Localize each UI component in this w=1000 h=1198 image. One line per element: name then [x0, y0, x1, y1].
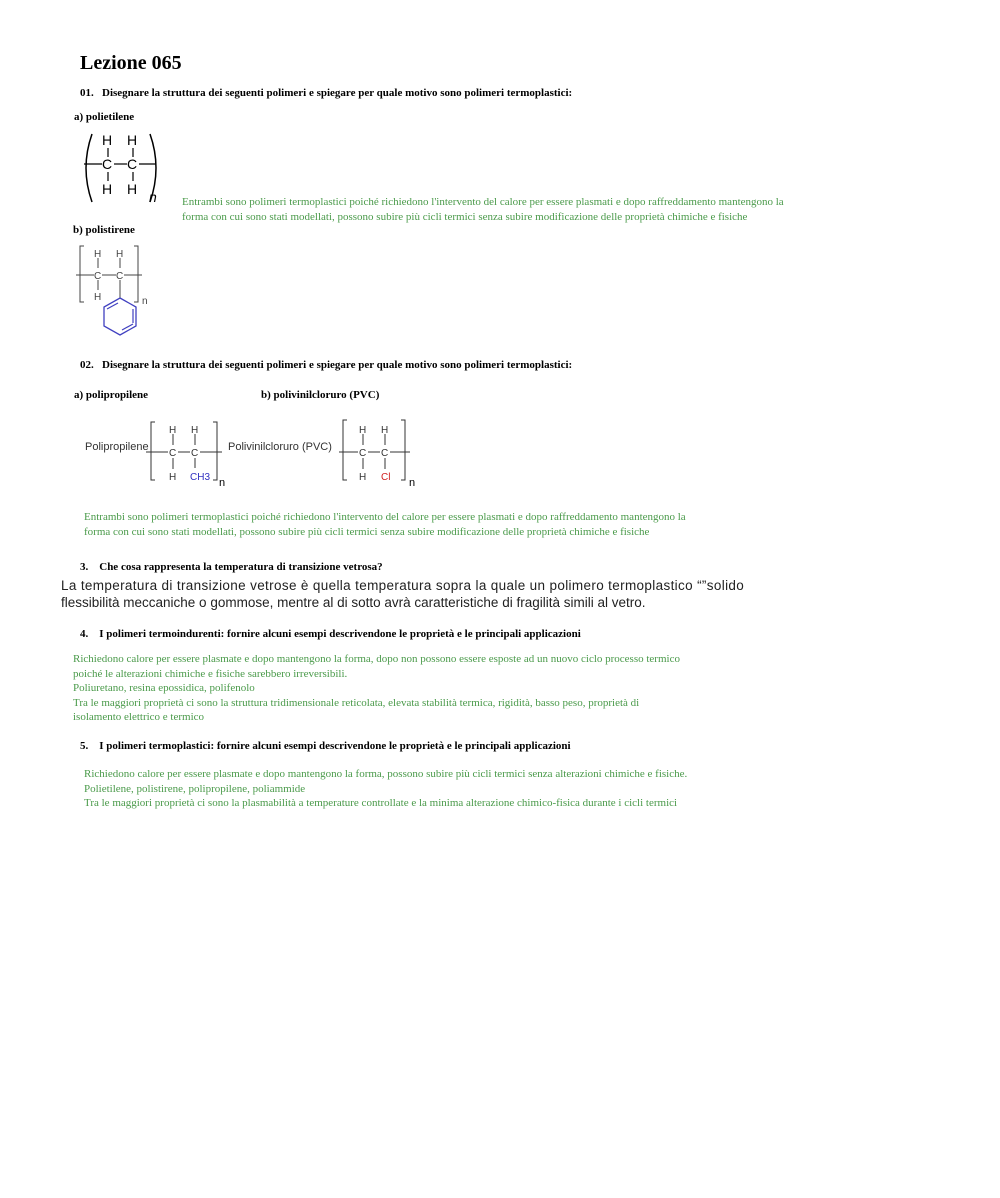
repeat-index: n: [219, 477, 226, 489]
question-text: Disegnare la struttura dei seguenti polimeri e spiegare per quale motivo sono polimeri termoplastici:: [102, 359, 573, 371]
answer-5: [84, 767, 687, 811]
atom-label: C: [127, 156, 138, 172]
repeat-index: n: [409, 477, 416, 489]
answer-line: forma con cui sono stati modellati, possono subire più cicli termici senza subire modificazione delle proprietà chimiche e fisiche: [84, 525, 650, 538]
chlorine-label: Cl: [381, 472, 391, 483]
repeat-index: n: [149, 189, 157, 205]
answer-line: Tra le maggiori proprietà ci sono la struttura tridimensionale reticolata, elevata stabilità termica, rigidità, basso peso, proprietà di: [73, 696, 640, 709]
atom-label: H: [191, 425, 199, 436]
answer-4: [73, 652, 680, 725]
atom-label: C: [94, 271, 102, 282]
atom-label: H: [169, 472, 177, 483]
benzene-ring: [104, 298, 136, 335]
answer-line: La temperatura di transizione vetrose è quella temperatura sopra la quale un polimero termoplastico “”solido: [61, 578, 745, 593]
question-number: 5.: [80, 740, 89, 752]
figure-label-pvc: Polivinilcloruro (PVC): [228, 441, 332, 453]
pp-pvc-structures: [80, 414, 425, 492]
page-title: Lezione 065: [80, 52, 182, 74]
atom-label: H: [127, 181, 138, 197]
item-label-polypropylene: a) polipropilene: [74, 389, 149, 401]
methyl-group-label: CH3: [190, 472, 211, 483]
polyethylene-structure: [82, 128, 162, 206]
atom-label: H: [359, 425, 367, 436]
atom-label: C: [359, 448, 367, 459]
question-2: [80, 359, 572, 371]
item-label-pvc: b) polivinilcloruro (PVC): [261, 389, 380, 401]
answer-line: Richiedono calore per essere plasmate e dopo mantengono la forma, possono subire più cicli termici senza alterazioni chimiche e fisiche.: [84, 768, 688, 780]
polystyrene-structure: [76, 240, 156, 342]
question-1: [80, 87, 572, 99]
question-number: 01.: [80, 87, 94, 99]
atom-label: H: [359, 472, 367, 483]
atom-label: H: [169, 425, 177, 436]
answer-line: Entrambi sono polimeri termoplastici poiché richiedono l'intervento del calore per essere plasmati e dopo raffreddamento mantengono la: [182, 196, 784, 208]
answer-line: Richiedono calore per essere plasmate e dopo mantengono la forma, dopo non possono essere esposte ad un nuovo ciclo processo termico: [73, 653, 680, 665]
question-text: I polimeri termoindurenti: fornire alcuni esempi descrivendone le proprietà e le principali applicazioni: [99, 628, 581, 640]
question-text: Che cosa rappresenta la temperatura di transizione vetrosa?: [99, 561, 383, 573]
atom-label: C: [169, 448, 177, 459]
atom-label: H: [102, 181, 113, 197]
atom-label: C: [116, 271, 124, 282]
question-5: [80, 740, 571, 752]
question-4: [80, 628, 581, 640]
answer-2: [84, 510, 686, 539]
answer-line: Tra le maggiori proprietà ci sono la plasmabilità a temperature controllate e la minima alterazione chimico-fisica durante i cicli termici: [84, 797, 678, 809]
answer-1: [182, 195, 784, 224]
answer-line: flessibilità meccaniche o gommose, mentre al di sotto avrà caratteristiche di fragilità simili al vetro.: [61, 595, 646, 610]
figure-label-polypropylene: Polipropilene: [85, 441, 149, 453]
atom-label: H: [102, 132, 113, 148]
question-number: 4.: [80, 628, 89, 640]
item-label-polyethylene: a) polietilene: [74, 111, 135, 123]
atom-label: H: [116, 249, 124, 260]
question-text: Disegnare la struttura dei seguenti polimeri e spiegare per quale motivo sono polimeri termoplastici:: [102, 87, 573, 99]
atom-label: C: [102, 156, 113, 172]
answer-line: isolamento elettrico e termico: [73, 711, 205, 723]
answer-3: [61, 577, 781, 611]
question-number: 02.: [80, 359, 94, 371]
question-text: I polimeri termoplastici: fornire alcuni esempi descrivendone le proprietà e le principali applicazioni: [99, 740, 571, 752]
answer-line: Polietilene, polistirene, polipropilene, poliammide: [84, 782, 306, 795]
answer-line: Poliuretano, resina epossidica, polifenolo: [73, 682, 255, 694]
item-label-polystyrene: b) polistirene: [73, 224, 135, 236]
atom-label: H: [127, 132, 138, 148]
answer-line: poiché le alterazioni chimiche e fisiche sarebbero irreversibili.: [73, 667, 348, 680]
question-3: [80, 561, 383, 573]
answer-line: forma con cui sono stati modellati, possono subire più cicli termici senza subire modificazione delle proprietà chimiche e fisiche: [182, 210, 748, 223]
repeat-index: n: [142, 296, 148, 307]
atom-label: H: [94, 249, 102, 260]
atom-label: H: [381, 425, 389, 436]
question-number: 3.: [80, 561, 89, 573]
atom-label: C: [381, 448, 389, 459]
answer-line: Entrambi sono polimeri termoplastici poiché richiedono l'intervento del calore per essere plasmati e dopo raffreddamento mantengono la: [84, 511, 686, 523]
atom-label: H: [94, 292, 102, 303]
atom-label: C: [191, 448, 199, 459]
